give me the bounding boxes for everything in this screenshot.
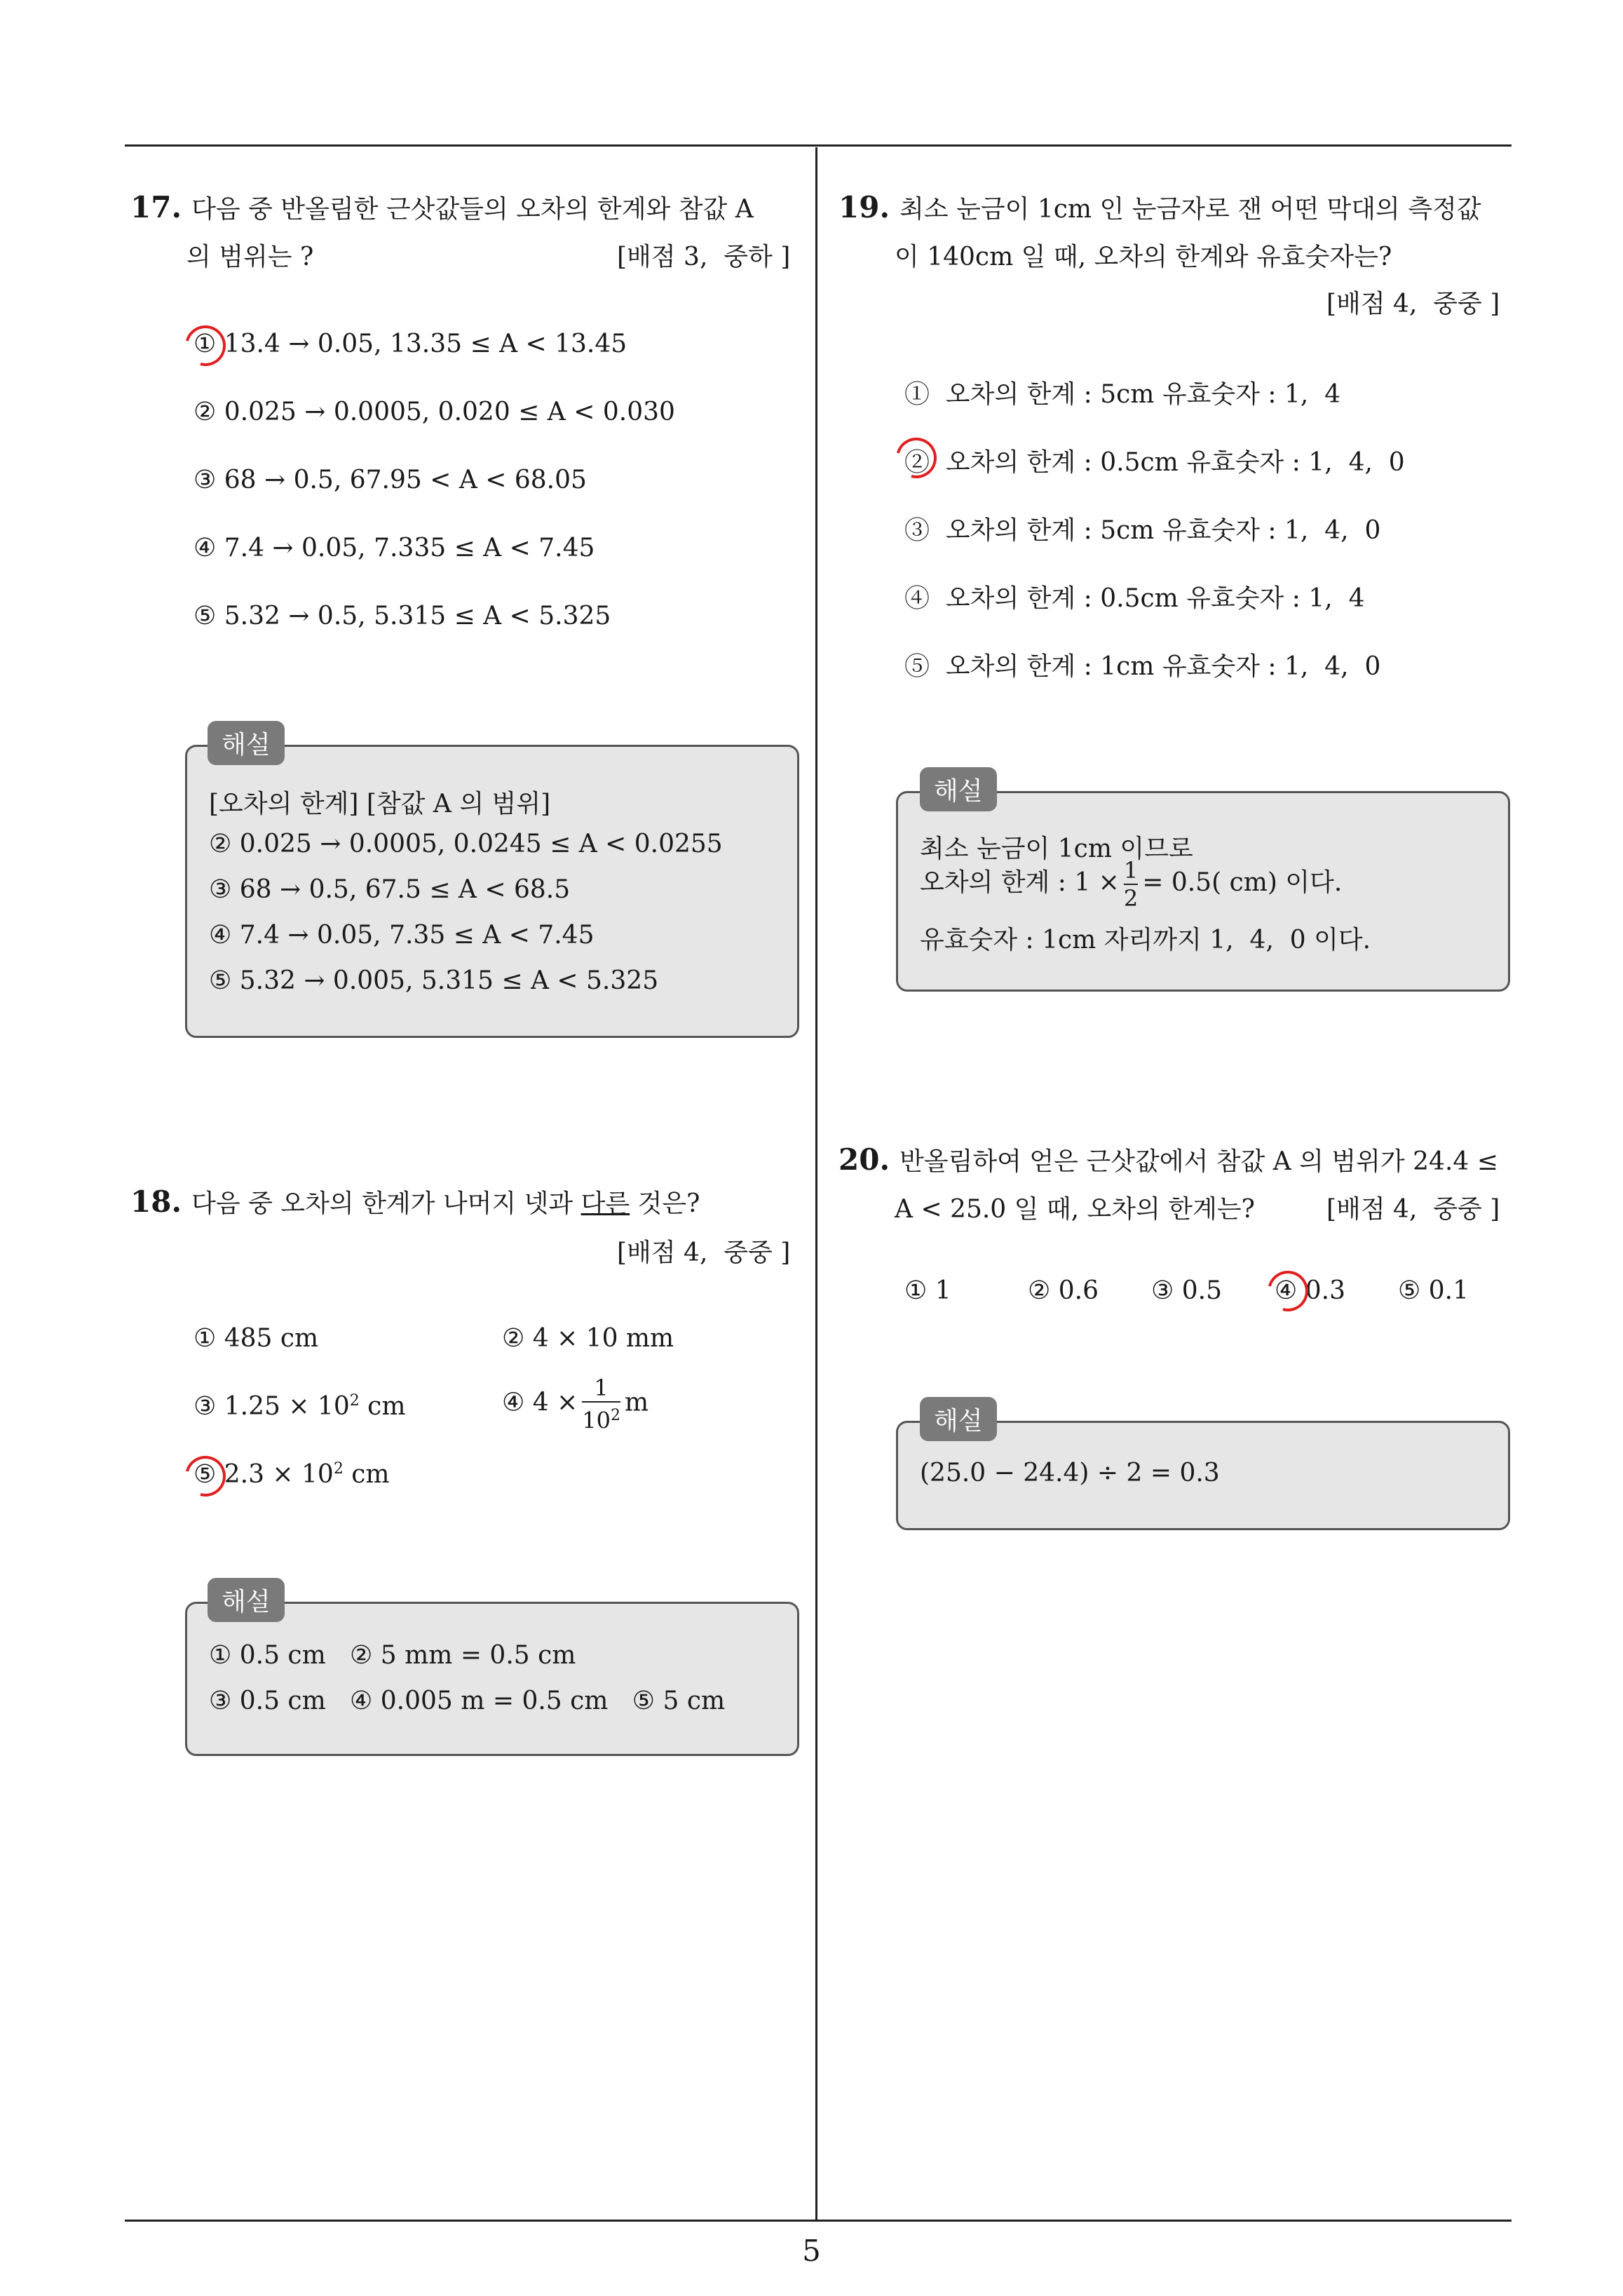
numerator: 1 <box>1123 857 1139 884</box>
fraction <box>1124 857 1138 912</box>
solution-line: ⑤ 5.32 → 0.005, 5.315 ≤ A < 5.325 <box>209 966 659 995</box>
choice-3[interactable]: ③ 오차의 한계 : 5cm 유효숫자 : 1, 4, 0 <box>904 516 1381 545</box>
answer-mark <box>1260 1263 1315 1318</box>
question-number: 17. <box>130 190 182 224</box>
choice-5[interactable]: ⑤ 5.32 → 0.5, 5.315 ≤ A < 5.325 <box>193 602 611 630</box>
choice-text: ⑤ 2.3 × 10 <box>193 1460 334 1489</box>
fraction <box>582 1375 620 1434</box>
column-divider <box>815 147 817 2220</box>
solution-line: ② 0.025 → 0.0005, 0.0245 ≤ A < 0.0255 <box>209 830 723 858</box>
choice-2[interactable]: ② 0.6 <box>1028 1276 1099 1305</box>
denominator: $10^2$ <box>582 1401 620 1434</box>
choice-3[interactable] <box>193 1392 405 1421</box>
solution-line: ③ 0.5 cm ④ 0.005 m = 0.5 cm ⑤ 5 cm <box>209 1687 726 1715</box>
score-label: [배점 4, 중중 ] <box>1326 1195 1500 1224</box>
solution-line: 최소 눈금이 1cm 이므로 <box>920 835 1193 863</box>
choice-4[interactable]: ④ 7.4 → 0.05, 7.335 ≤ A < 7.45 <box>193 534 595 562</box>
choice-1[interactable]: ① 오차의 한계 : 5cm 유효숫자 : 1, 4 <box>904 380 1341 409</box>
choice-unit: cm <box>343 1460 390 1489</box>
question-number: 20. <box>838 1142 890 1177</box>
solution-line: ④ 7.4 → 0.05, 7.35 ≤ A < 7.45 <box>209 921 595 950</box>
solution-tag: 해설 <box>208 1578 285 1622</box>
score-label: [배점 3, 중하 ] <box>617 243 791 271</box>
question-text: 것은? <box>630 1189 700 1218</box>
page-number: 5 <box>802 2234 821 2268</box>
choice-2[interactable]: ② 오차의 한계 : 0.5cm 유효숫자 : 1, 4, 0 <box>904 448 1405 477</box>
choice-1[interactable]: ① 13.4 → 0.05, 13.35 ≤ A < 13.45 <box>193 330 627 358</box>
choice-5[interactable]: ⑤ 오차의 한계 : 1cm 유효숫자 : 1, 4, 0 <box>904 652 1381 681</box>
solution-line: ③ 68 → 0.5, 67.5 ≤ A < 68.5 <box>209 875 571 904</box>
solution-line: ① 0.5 cm ② 5 mm = 0.5 cm <box>209 1641 576 1670</box>
answer-mark <box>177 1448 233 1504</box>
choice-1[interactable]: ① 485 cm <box>193 1324 319 1353</box>
question-text: 다음 중 오차의 한계가 나머지 넷과 <box>191 1189 581 1218</box>
question-number: 19. <box>838 190 890 224</box>
solution-tag: 해설 <box>208 721 285 765</box>
question-number: 18. <box>130 1184 182 1219</box>
choice-unit: cm <box>359 1392 406 1421</box>
question-text-underlined: 다른 <box>580 1189 630 1218</box>
choice-text: ④ 4 × <box>502 1388 578 1417</box>
score-label: [배점 4, 중중 ] <box>617 1238 791 1267</box>
question-text: A < 25.0 일 때, 오차의 한계는? <box>895 1195 1255 1224</box>
question-19 <box>838 184 1512 281</box>
question-text: 다음 중 반올림한 근삿값들의 오차의 한계와 참값 A <box>191 195 754 224</box>
solution-line: 유효숫자 : 1cm 자리까지 1, 4, 0 이다. <box>920 926 1371 954</box>
choice-3[interactable]: ③ 68 → 0.5, 67.95 < A < 68.05 <box>193 466 587 494</box>
choice-4[interactable]: ④ 오차의 한계 : 0.5cm 유효숫자 : 1, 4 <box>904 584 1365 613</box>
choice-2[interactable]: ② 4 × 10 mm <box>502 1324 674 1353</box>
exponent: 2 <box>333 1460 344 1478</box>
score-label: [배점 4, 중중 ] <box>1326 290 1500 318</box>
numerator: 1 <box>594 1375 609 1401</box>
choice-4[interactable]: ④ 0.3 <box>1275 1276 1345 1305</box>
bottom-rule <box>125 2220 1512 2222</box>
solution-tag: 해설 <box>920 1397 997 1441</box>
question-18 <box>130 1178 803 1228</box>
denominator: 2 <box>1123 885 1139 912</box>
top-rule <box>125 144 1512 147</box>
solution-line: (25.0 − 24.4) ÷ 2 = 0.3 <box>920 1459 1220 1487</box>
choice-1[interactable]: ① 1 <box>904 1276 951 1305</box>
choice-2[interactable]: ② 0.025 → 0.0005, 0.020 ≤ A < 0.030 <box>193 398 675 426</box>
solution-tag: 해설 <box>920 767 997 811</box>
question-text: 최소 눈금이 1cm 인 눈금자로 잰 어떤 막대의 측정값 <box>899 195 1481 224</box>
solution-line: [오차의 한계] [참값 A 의 범위] <box>209 790 551 818</box>
solution-box <box>185 1602 799 1756</box>
question-text: 반올림하여 얻은 근삿값에서 참값 A 의 범위가 24.4 ≤ <box>899 1147 1498 1176</box>
choice-3[interactable]: ③ 0.5 <box>1151 1276 1222 1305</box>
choice-text: ③ 1.25 × 10 <box>193 1392 350 1421</box>
question-text: 의 범위는 ? <box>186 243 314 271</box>
question-text: 이 140cm 일 때, 오차의 한계와 유효숫자는? <box>895 243 1392 271</box>
solution-line: 오차의 한계 : 1 × $\frac{1}{2}$ = 0.5( cm) 이다. <box>920 857 1343 912</box>
exponent: 2 <box>349 1392 360 1410</box>
choice-5[interactable]: ⑤ 0.1 <box>1398 1276 1469 1305</box>
choice-4[interactable] <box>502 1375 648 1434</box>
answer-mark <box>177 318 233 373</box>
choice-unit: m <box>624 1388 649 1417</box>
